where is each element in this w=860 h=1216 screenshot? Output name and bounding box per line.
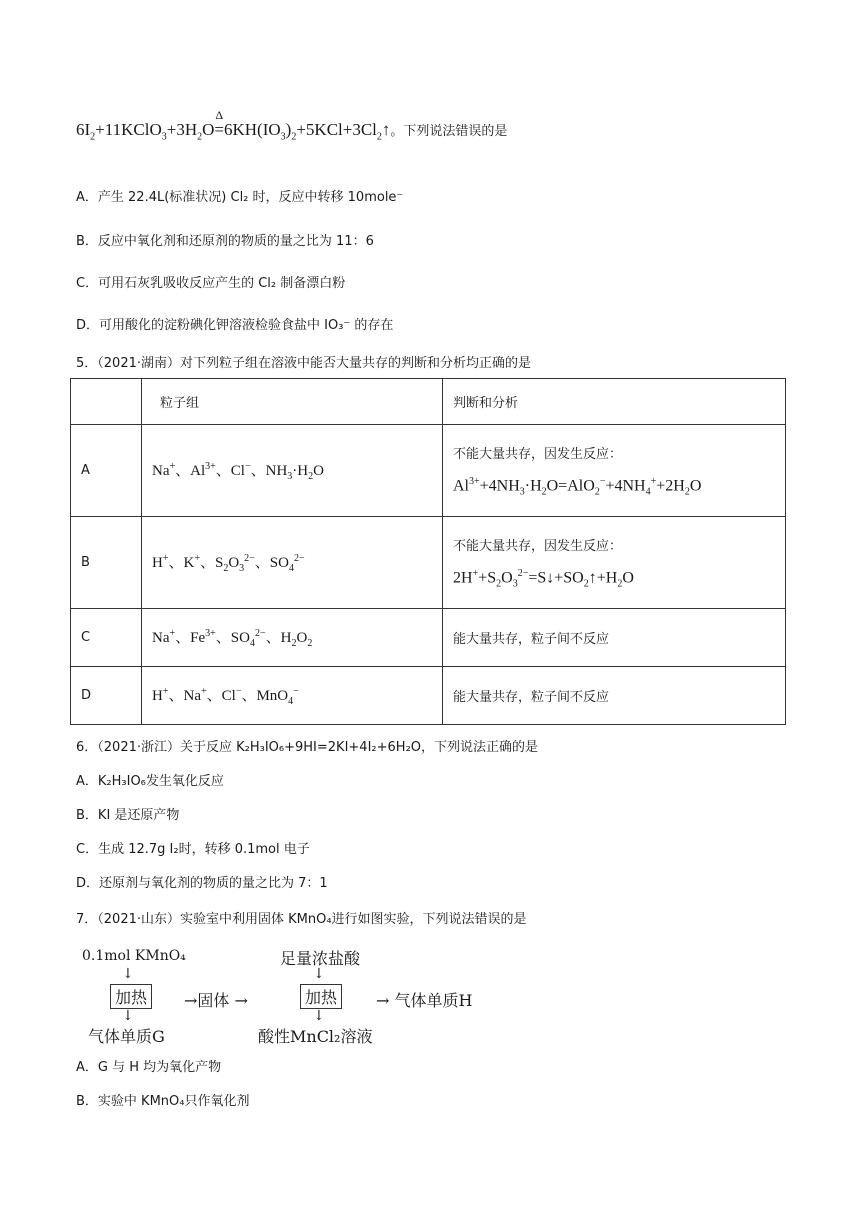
q6-option-a: A．K₂H₃IO₆发生氧化反应 bbox=[76, 774, 224, 789]
gas-g-label: 气体单质G bbox=[88, 1027, 165, 1046]
q6-option-b: B．KI 是还原产物 bbox=[76, 808, 180, 823]
gas-h-label: → 气体单质H bbox=[376, 991, 473, 1010]
q4-option-d: D．可用酸化的淀粉碘化钾溶液检验食盐中 IO₃⁻ 的存在 bbox=[76, 318, 394, 333]
table-row bbox=[71, 425, 786, 517]
q6-stem: 6．（2021·浙江）关于反应 K₂H₃IO₆+9HI=2KI+4I₂+6H₂O，下列说法正确的是 bbox=[76, 740, 539, 755]
judgement-text: 不能大量共存，因发生反应： bbox=[453, 539, 623, 555]
mncl2-solution-label: 酸性MnCl₂溶液 bbox=[258, 1027, 373, 1046]
row-label: C bbox=[71, 609, 142, 667]
table-row bbox=[71, 609, 786, 667]
q5-table bbox=[70, 378, 786, 725]
q7-option-b: B．实验中 KMnO₄只作氧化剂 bbox=[76, 1094, 250, 1109]
q7-experiment-diagram bbox=[80, 944, 500, 1044]
table-row bbox=[71, 517, 786, 609]
particle-group: H+、K+、$S_2O_3^{2-}$、$SO_4^{2-}$ bbox=[142, 517, 443, 609]
table-row bbox=[71, 667, 786, 725]
judgement-text: 能大量共存，粒子间不反应 bbox=[443, 667, 786, 725]
q6-option-c: C．生成 12.7g I₂时，转移 0.1mol 电子 bbox=[76, 842, 310, 857]
judgement-text: 能大量共存，粒子间不反应 bbox=[443, 609, 786, 667]
q7-stem: 7．（2021·山东）实验室中利用固体 KMnO₄进行如图实验，下列说法错误的是 bbox=[76, 912, 527, 927]
down-arrow-icon: ↓ bbox=[313, 966, 325, 982]
table-header-row bbox=[71, 379, 786, 425]
row-label: B bbox=[71, 517, 142, 609]
header-blank bbox=[71, 379, 142, 425]
q4-option-a: A．产生 22.4L(标准状况) Cl₂ 时，反应中转移 10mole⁻ bbox=[76, 190, 404, 205]
reagent-kmno4: 0.1mol KMnO₄ bbox=[82, 948, 186, 964]
reaction-equation: $2H^++S_2O_3^{2-}=S↓+SO_2↑+H_2O$ bbox=[453, 568, 634, 590]
q7-option-a: A．G 与 H 均为氧化产物 bbox=[76, 1060, 222, 1075]
row-label: A bbox=[71, 425, 142, 517]
judgement-text: 不能大量共存，因发生反应： bbox=[453, 447, 623, 463]
particle-group: H+、Na+、Cl−、MnO$_4$− bbox=[142, 667, 443, 725]
heat-box-1: 加热 bbox=[110, 984, 152, 1009]
heat-box-2: 加热 bbox=[300, 984, 342, 1009]
down-arrow-icon: ↓ bbox=[122, 966, 134, 982]
header-judgement: 判断和分析 bbox=[443, 379, 786, 425]
particle-group: Na+、$Fe^{3+}$、$SO_4^{2-}$、$H_2O_2$ bbox=[142, 609, 443, 667]
judgement-cell bbox=[443, 517, 786, 609]
q4-equation: $6I_2+11KClO_3+3H_2O$ Δ $=6KH(IO_3)_2+5KCl+3Cl_2↑$。下列说法错误的是 bbox=[76, 108, 508, 143]
reagent-hcl: 足量浓盐酸 bbox=[280, 949, 361, 968]
q4-stem-tail: 。下列说法错误的是 bbox=[390, 124, 508, 139]
header-particles: 粒子组 bbox=[142, 379, 443, 425]
q4-option-b: B．反应中氧化剂和还原剂的物质的量之比为 11：6 bbox=[76, 234, 374, 249]
reaction-equation: $Al^{3+}+4NH_3\cdot H_2O=AlO_2^-+4NH_4^++2H_2O$ bbox=[453, 476, 702, 498]
judgement-cell bbox=[443, 425, 786, 517]
particle-group: Na+、$Al^{3+}$、Cl−、$NH_3\cdot H_2O$ bbox=[142, 425, 443, 517]
q5-stem: 5．（2021·湖南）对下列粒子组在溶液中能否大量共存的判断和分析均正确的是 bbox=[76, 356, 531, 371]
solid-arrow: →固体 → bbox=[184, 991, 248, 1010]
row-label: D bbox=[71, 667, 142, 725]
q4-option-c: C．可用石灰乳吸收反应产生的 Cl₂ 制备漂白粉 bbox=[76, 276, 346, 291]
q6-option-d: D．还原剂与氧化剂的物质的量之比为 7：1 bbox=[76, 876, 328, 891]
down-arrow-icon: ↓ bbox=[122, 1008, 134, 1024]
down-arrow-icon: ↓ bbox=[313, 1008, 325, 1024]
